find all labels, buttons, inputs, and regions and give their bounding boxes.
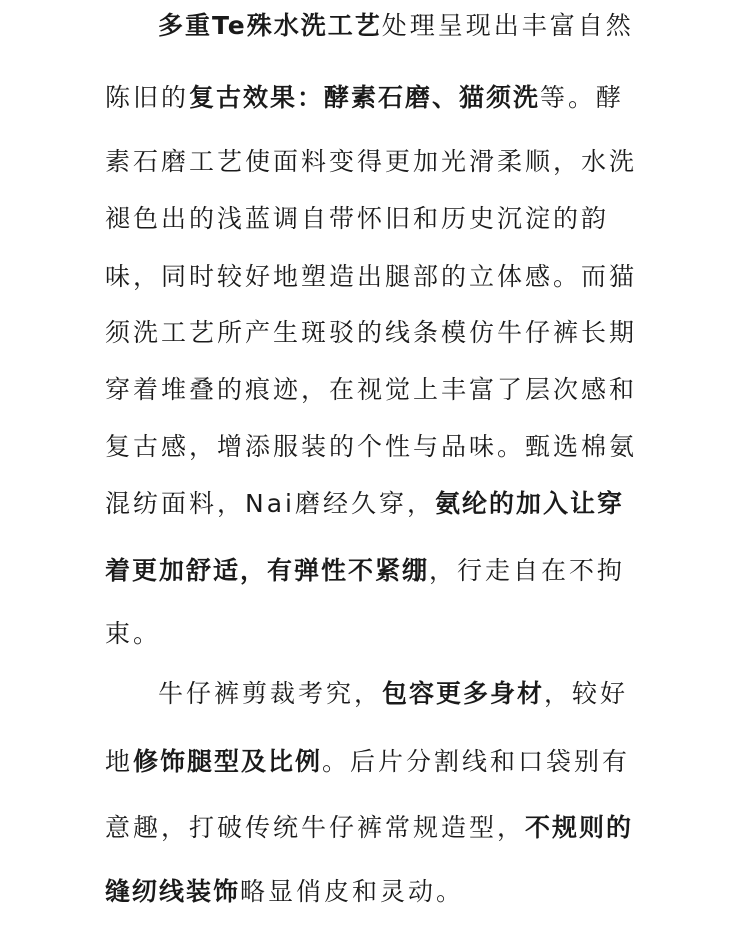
bold-text: 复古效果：酵素石磨、猫须洗 (189, 83, 541, 112)
text: 地 (105, 747, 134, 776)
paragraph-1-line-3 (0, 142, 750, 182)
paragraph-1-line-11 (0, 614, 750, 654)
text: 略显俏皮和灵动。 (240, 877, 465, 906)
text: 牛仔裤剪裁考究， (158, 679, 383, 708)
paragraph-1-line-10 (0, 551, 750, 591)
paragraph-1-line-1 (0, 6, 750, 46)
text: 。后片分割线和口袋别有 (322, 747, 631, 776)
paragraph-2-line-4 (0, 872, 750, 912)
bold-text: 不规则的 (525, 813, 634, 842)
text: 束。 (105, 619, 162, 648)
paragraph-2-line-1 (0, 674, 750, 714)
text: 混纺面料，Nai磨经久穿， (105, 489, 435, 518)
bold-text: 多重Te殊水洗工艺 (158, 11, 382, 40)
paragraph-1-line-8 (0, 427, 750, 467)
text: 须洗工艺所产生斑驳的线条模仿牛仔裤长期 (105, 318, 638, 347)
paragraph-2-line-3 (0, 808, 750, 848)
text: ，较好 (544, 679, 629, 708)
bold-text: 缝纫线装饰 (105, 877, 241, 906)
paragraph-1-line-7 (0, 370, 750, 410)
paragraph-1-line-5 (0, 257, 750, 297)
paragraph-1-line-4 (0, 199, 750, 239)
paragraph-1-line-6 (0, 313, 750, 353)
bold-text: 包容更多身材 (382, 679, 545, 708)
bold-text: 氨纶的加入让穿 (434, 489, 624, 518)
text: 处理呈现出丰富自然 (381, 11, 634, 40)
bold-text: 修饰腿型及比例 (133, 747, 323, 776)
text: 褪色出的浅蓝调自带怀旧和历史沉淀的韵 (105, 204, 610, 233)
text: 复古感，增添服装的个性与品味。甄选棉氨 (105, 432, 638, 461)
paragraph-1-line-2 (0, 78, 750, 118)
text: 穿着堆叠的痕迹，在视觉上丰富了层次感和 (105, 375, 638, 404)
paragraph-1-line-9 (0, 484, 750, 524)
paragraph-2-line-2 (0, 742, 750, 782)
bold-text: 着更加舒适，有弹性不紧绷 (105, 556, 430, 585)
text: 等。酵 (540, 83, 625, 112)
text: 味，同时较好地塑造出腿部的立体感。而猫 (105, 262, 638, 291)
text: 意趣，打破传统牛仔裤常规造型， (105, 813, 526, 842)
text: 陈旧的 (105, 83, 190, 112)
text: ，行走自在不拘 (429, 556, 626, 585)
text: 素石磨工艺使面料变得更加光滑柔顺，水洗 (105, 147, 638, 176)
